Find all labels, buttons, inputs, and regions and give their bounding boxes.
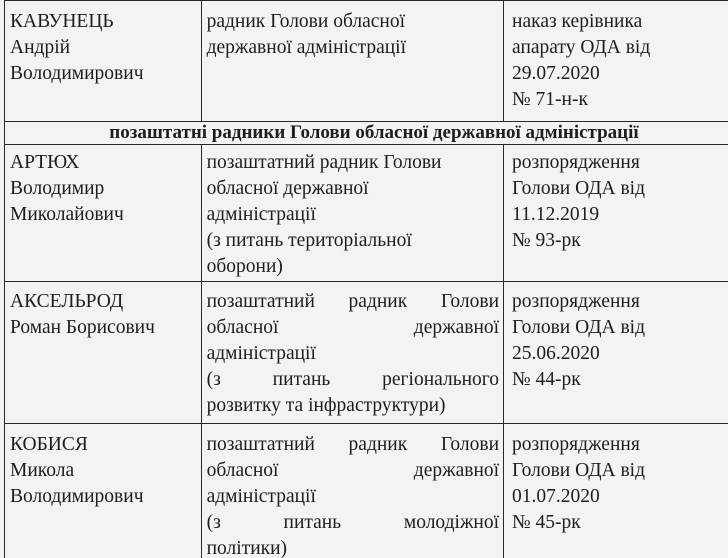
document-date: 25.06.2020 bbox=[512, 343, 600, 364]
patronymic: Володимирович bbox=[10, 486, 144, 507]
document-cell bbox=[504, 1, 728, 122]
document-type: розпорядження bbox=[512, 291, 640, 312]
document-cell bbox=[504, 282, 728, 424]
position-line: розвитку та інфраструктури) bbox=[206, 395, 446, 416]
position-line: державної адміністрації bbox=[206, 37, 407, 58]
document-cell bbox=[504, 145, 728, 282]
position-word: радник bbox=[348, 434, 408, 455]
position-word: Голови bbox=[440, 434, 500, 455]
advisors-table bbox=[4, 0, 728, 558]
document-date: 11.12.2019 bbox=[512, 204, 600, 225]
section-heading: позаштатні радники Голови обласної державної адміністрації bbox=[5, 122, 728, 145]
first-name: Андрій bbox=[10, 37, 71, 58]
position-line: позаштатний радник Голови bbox=[206, 152, 442, 173]
first-name: Микола bbox=[10, 460, 75, 481]
document-type: розпорядження bbox=[512, 434, 640, 455]
position-line bbox=[207, 510, 499, 536]
document-cell bbox=[504, 424, 728, 558]
surname: КАВУНЕЦЬ bbox=[10, 11, 114, 32]
first-name: Володимир bbox=[10, 178, 105, 199]
position-word: регіонального bbox=[382, 369, 500, 390]
patronymic: Володимирович bbox=[10, 63, 144, 84]
document-issuer: апарату ОДА від bbox=[512, 37, 651, 58]
position-word: державної bbox=[413, 460, 500, 481]
position-cell bbox=[201, 424, 503, 558]
position-line: обласної державної bbox=[206, 178, 369, 199]
table-row bbox=[5, 282, 728, 424]
surname: КОБИСЯ bbox=[10, 434, 88, 455]
position-word: обласної bbox=[206, 317, 279, 338]
position-cell bbox=[201, 1, 503, 122]
position-word: (з bbox=[206, 512, 221, 533]
position-line: адміністрації bbox=[206, 204, 316, 225]
name-cell bbox=[5, 145, 202, 282]
table-row bbox=[5, 424, 728, 558]
position-line: радник Голови обласної bbox=[206, 11, 406, 32]
surname: АКСЕЛЬРОД bbox=[10, 291, 124, 312]
table-row bbox=[5, 145, 728, 282]
document-issuer: Голови ОДА від bbox=[512, 460, 646, 481]
document-number: № 45-рк bbox=[512, 512, 581, 533]
position-line bbox=[207, 432, 499, 458]
position-word: питань bbox=[272, 369, 331, 390]
position-line: адміністрації bbox=[206, 486, 316, 507]
surname: АРТЮХ bbox=[10, 152, 80, 173]
position-line bbox=[207, 289, 499, 315]
position-line bbox=[207, 458, 499, 484]
section-heading-row bbox=[5, 122, 728, 145]
document-number: № 93-рк bbox=[512, 230, 581, 251]
document-number: № 44-рк bbox=[512, 369, 581, 390]
document-type: розпорядження bbox=[512, 152, 640, 173]
document-type: наказ керівника bbox=[512, 11, 643, 32]
document-date: 01.07.2020 bbox=[512, 486, 600, 507]
position-word: позаштатний bbox=[206, 434, 315, 455]
position-word: питань bbox=[283, 512, 342, 533]
full-name: Роман Борисович bbox=[10, 317, 155, 338]
document-issuer: Голови ОДА від bbox=[512, 317, 646, 338]
table-row bbox=[5, 1, 728, 122]
position-word: молодіжної bbox=[403, 512, 500, 533]
name-cell bbox=[5, 1, 202, 122]
document-issuer: Голови ОДА від bbox=[512, 178, 646, 199]
position-word: Голови bbox=[440, 291, 500, 312]
name-cell bbox=[5, 282, 202, 424]
position-line: адміністрації bbox=[206, 343, 316, 364]
position-line: політики) bbox=[206, 538, 288, 558]
position-cell bbox=[201, 282, 503, 424]
position-word: радник bbox=[348, 291, 408, 312]
position-word: обласної bbox=[206, 460, 279, 481]
name-cell bbox=[5, 424, 202, 558]
position-line bbox=[207, 367, 499, 393]
position-line: (з питань територіальної bbox=[206, 230, 412, 251]
position-line bbox=[207, 315, 499, 341]
position-line: оборони) bbox=[206, 256, 283, 277]
position-word: позаштатний bbox=[206, 291, 315, 312]
position-word: державної bbox=[413, 317, 500, 338]
position-cell bbox=[201, 145, 503, 282]
document-number: № 71-н-к bbox=[512, 89, 588, 110]
document-date: 29.07.2020 bbox=[512, 63, 600, 84]
position-word: (з bbox=[206, 369, 221, 390]
patronymic: Миколайович bbox=[10, 204, 124, 225]
